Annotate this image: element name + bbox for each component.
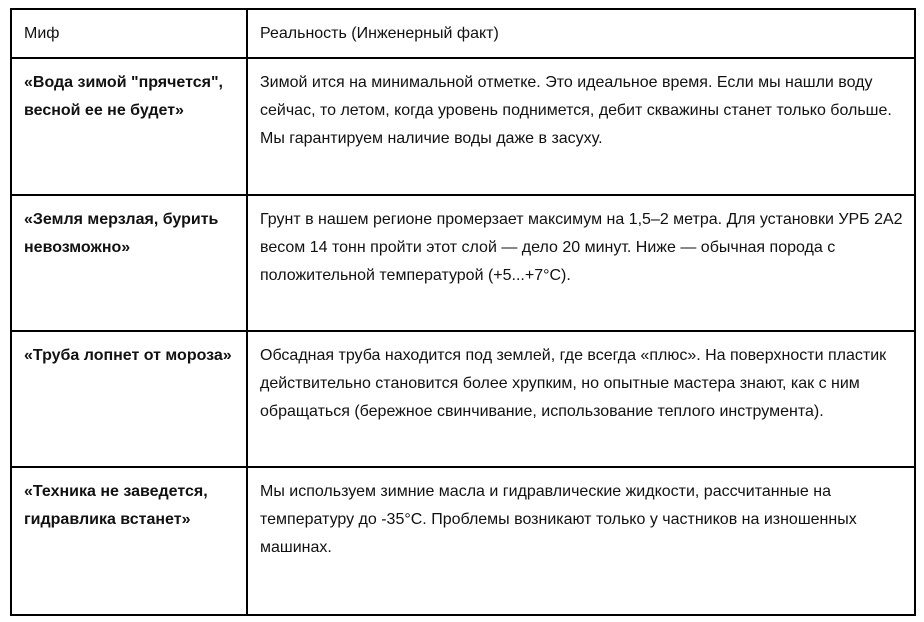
- myth-cell: «Техника не заведется, гидравлика встанет»: [11, 467, 247, 615]
- header-fact: Реальность (Инженерный факт): [247, 9, 915, 58]
- fact-cell: Зимой ится на минимальной отметке. Это идеальное время. Если мы нашли воду сейчас, то летом, когда уровень поднимется, дебит скважины станет только больше. Мы гарантируем наличие воды даже в засуху.: [247, 58, 915, 195]
- fact-cell: Грунт в нашем регионе промерзает максимум на 1,5–2 метра. Для установки УРБ 2А2 весом 14 тонн пройти этот слой — дело 20 минут. Ниже — обычная порода с положительной температурой (+5...+7°C).: [247, 195, 915, 331]
- table-header-row: [11, 9, 915, 58]
- myth-cell: «Вода зимой "прячется", весной ее не будет»: [11, 58, 247, 195]
- fact-cell: Обсадная труба находится под землей, где всегда «плюс». На поверхности пластик действительно становится более хрупким, но опытные мастера знают, как с ним обращаться (бережное свинчивание, использование теплого инструмента).: [247, 331, 915, 467]
- myth-cell: «Земля мерзлая, бурить невозможно»: [11, 195, 247, 331]
- table-row: [11, 467, 915, 615]
- fact-cell: Мы используем зимние масла и гидравлические жидкости, рассчитанные на температуру до -35°C. Проблемы возникают только у частников на изношенных машинах.: [247, 467, 915, 615]
- table-row: [11, 331, 915, 467]
- myth-cell: «Труба лопнет от мороза»: [11, 331, 247, 467]
- myth-vs-fact-table: [10, 8, 916, 616]
- table-row: [11, 58, 915, 195]
- table-row: [11, 195, 915, 331]
- header-myth: Миф: [11, 9, 247, 58]
